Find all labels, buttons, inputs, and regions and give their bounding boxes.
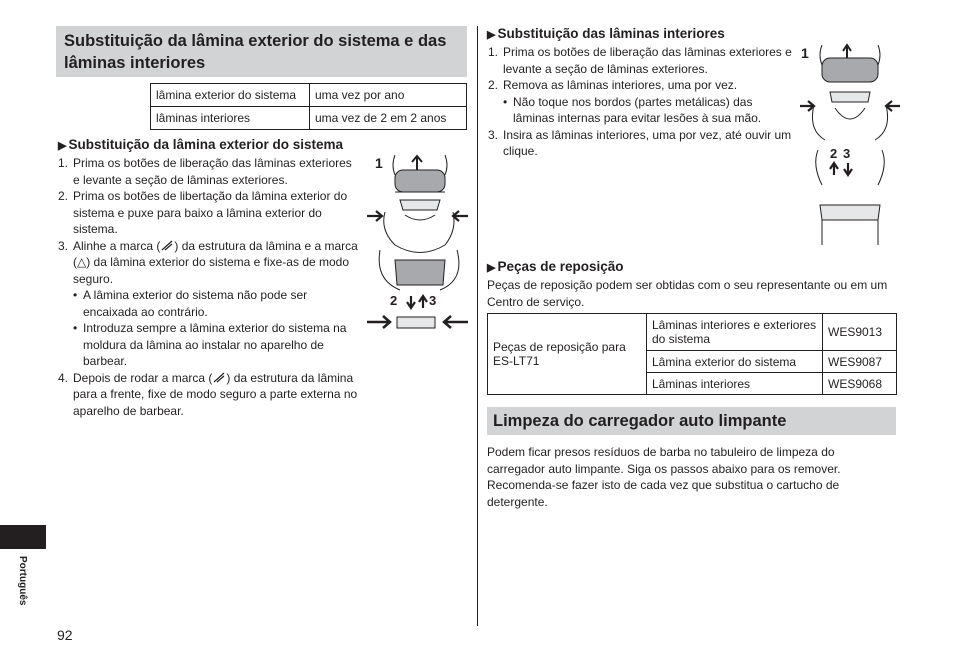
step-text: Depois de rodar a marca ( — [73, 370, 213, 385]
step-text: ) da estrutura da lâmina para a frente, fixe de modo seguro a parte externa no aparelho de barbear. — [73, 370, 358, 418]
step-number: 2. — [488, 78, 499, 92]
table-cell: Lâmina exterior do sistema — [647, 351, 823, 373]
step-text: Prima os botões de libertação da lâmina exterior do sistema e puxe para baixo a lâmina exterior do sistema. — [73, 189, 348, 236]
figure-step-label: 2 — [390, 293, 398, 308]
outer-frame-steps — [58, 155, 361, 419]
alignment-mark-icon — [160, 239, 174, 253]
step-number: 2. — [58, 189, 69, 203]
inner-blade-steps — [488, 44, 793, 160]
figure-step-label: 1 — [375, 155, 383, 171]
subheading-inner-blades — [487, 26, 725, 41]
table-cell: Lâminas interiores — [647, 373, 823, 395]
figure-step-label: 1 — [801, 45, 809, 61]
list-item — [488, 44, 793, 77]
triangle-bullet-icon: ▶ — [487, 262, 496, 274]
triangle-bullet-icon: ▶ — [487, 29, 496, 41]
step-text: A lâmina exterior do sistema não pode ser encaixada ao contrário. — [83, 288, 308, 319]
list-item — [58, 370, 361, 420]
step-number: 1. — [488, 45, 499, 59]
figure-step-label: 2 — [830, 146, 838, 161]
replacement-frequency-table — [150, 83, 467, 130]
subheading-text: Substituição da lâmina exterior do sistema — [68, 137, 344, 152]
outer-frame-illustration — [365, 150, 470, 345]
section-title-charger-cleaning: Limpeza do carregador auto limpante — [487, 407, 896, 435]
step-number: 4. — [58, 370, 69, 385]
list-item — [58, 238, 361, 288]
table-row — [488, 314, 897, 351]
bullet: • — [73, 321, 78, 335]
triangle-bullet-icon: ▶ — [58, 140, 67, 152]
table-cell: uma vez por ano — [310, 84, 467, 107]
subheading-replacement-parts — [487, 259, 624, 274]
step-text: Insira as lâminas interiores, uma por vez, até ouvir um clique. — [503, 127, 792, 158]
list-item — [488, 127, 793, 160]
step-number: 1. — [58, 156, 69, 170]
bullet: • — [503, 94, 508, 109]
step-text: Introduza sempre a lâmina exterior do sistema na moldura da lâmina ao instalar no aparelho de barbear. — [83, 321, 347, 368]
column-divider — [477, 26, 478, 626]
table-cell: Lâminas interiores e exteriores do sistema — [647, 314, 823, 351]
subheading-text: Substituição das lâminas interiores — [497, 26, 725, 41]
parts-description: Peças de reposição podem ser obtidas com o seu representante ou em um Centro de serviço. — [487, 278, 888, 309]
replacement-parts-table — [487, 313, 897, 395]
bullet: • — [73, 288, 78, 302]
figure-step-label: 3 — [429, 293, 437, 308]
table-cell: lâminas interiores — [151, 107, 310, 130]
step-text: Não toque nos bordos (partes metálicas) das lâminas internas para evitar lesões à sua mão. — [513, 94, 762, 125]
list-item — [58, 155, 361, 188]
step-number: 3. — [488, 127, 499, 142]
section-title-blade-replacement: Substituição da lâmina exterior do sistema e das lâminas interiores — [56, 26, 467, 77]
page-number: 92 — [57, 627, 73, 643]
step-text: ) da estrutura da lâmina e a marca (△) da lâmina exterior do sistema e fixe-as de modo seguro. — [73, 238, 358, 286]
list-item — [488, 77, 793, 94]
table-cell: WES9087 — [823, 351, 897, 373]
cleaning-description: Podem ficar presos resíduos de barba no tabuleiro de limpeza do carregador auto limpante. Siga os passos abaixo para os remover. Recomenda-se fazer isto de cada vez que substitua o cartucho de detergente. — [487, 445, 841, 509]
step-text: Remova as lâminas interiores, uma por vez. — [503, 78, 738, 92]
alignment-mark-icon — [212, 371, 226, 385]
list-item — [73, 287, 361, 320]
subheading-outer-frame — [58, 137, 343, 152]
inner-blade-illustration — [800, 40, 900, 250]
figure-step-label: 3 — [843, 146, 851, 161]
table-cell: lâmina exterior do sistema — [151, 84, 310, 107]
list-item — [503, 94, 793, 127]
subheading-text: Peças de reposição — [497, 259, 624, 274]
table-cell-model: Peças de reposição para ES-LT71 — [488, 314, 647, 395]
table-cell: WES9013 — [823, 314, 897, 351]
list-item — [73, 320, 361, 370]
table-cell: WES9068 — [823, 373, 897, 395]
table-row — [151, 84, 467, 107]
language-tab-marker — [0, 525, 46, 549]
table-row — [151, 107, 467, 130]
step-number: 3. — [58, 238, 69, 253]
language-tab-label: Português — [17, 556, 28, 606]
step-text: Prima os botões de liberação das lâminas exteriores e levante a seção de lâminas exteriores. — [503, 45, 792, 76]
step-text: Prima os botões de liberação das lâminas exteriores e levante a seção de lâminas exteriores. — [73, 156, 352, 187]
table-cell: uma vez de 2 em 2 anos — [310, 107, 467, 130]
list-item — [58, 188, 361, 238]
step-text: Alinhe a marca ( — [73, 238, 161, 253]
